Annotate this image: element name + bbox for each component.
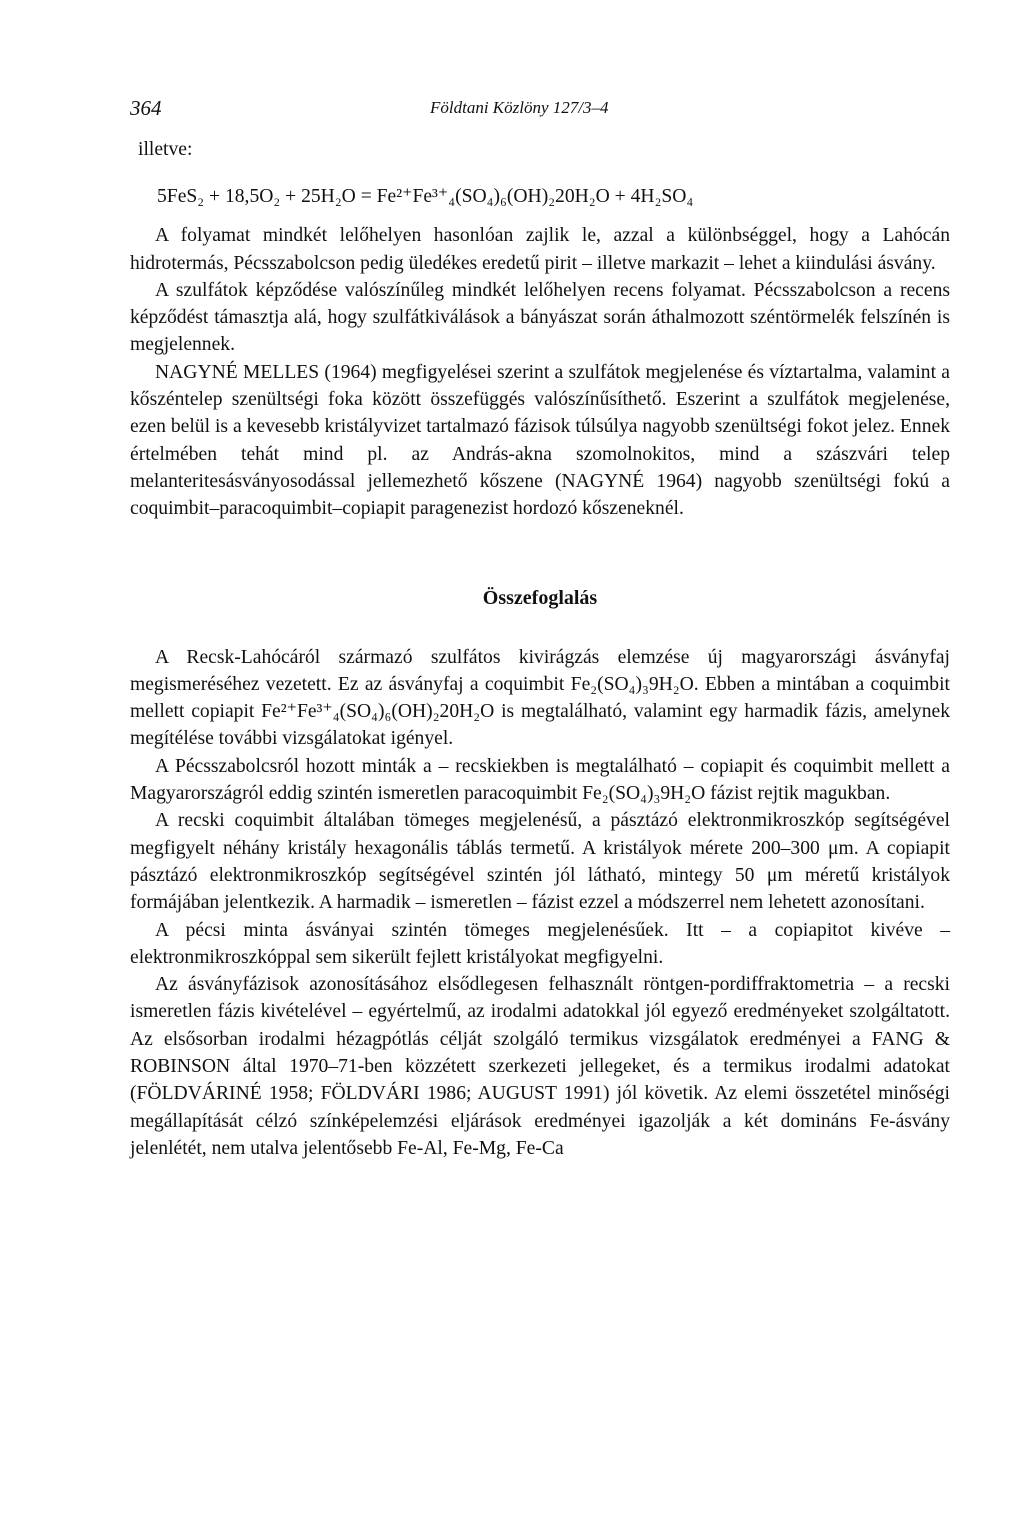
paragraph-xrd-thermal: Az ásványfázisok azonosításához elsődlegesen felhasznált röntgen-pordiffraktometria – a recski ismeretlen fázis kivételével – egyértelmű, az irodalmi adatokkal jól egyező eredményeket szolgáltatott. Az elsősorban irodalmi hézagpótlás célját szolgáló termikus vizsgálatok eredményei a FANG & ROBINSON által 1970–71-ben közzétett szerkezeti jellegeket, és a termikus irodalmi adatokat (FÖLDVÁRINÉ 1958; FÖLDVÁRI 1986; AUGUST 1991) jól követik. Az elemi összetétel minőségi megállapítását célzó színképelemzési eljárások eredményei igazolják a két domináns Fe-ásvány jelenlétét, nem utalva jelentősebb Fe-Al, Fe-Mg, Fe-Ca xyxy=(130,974,950,1159)
paragraph-process: A folyamat mindkét lelőhelyen hasonlóan zajlik le, azzal a különbséggel, hogy a Lahócán hidrotermás, Pécsszabolcson pedig üledékes eredetű pirit – illetve markazit – lehet a kiindulási ásvány. xyxy=(130,225,950,274)
illetve-label: illetve: xyxy=(138,139,193,160)
section-title-summary: Összefoglalás xyxy=(482,586,598,609)
paragraph-coquimbit-sem: A recski coquimbit általában tömeges megjelenésű, a pásztázó elektronmikroszkóp segítségével megfigyelt néhány kristály hexagonális táblás termetű. A kristályok mérete 200–300 μm. A copiapit pásztázó elektronmikroszkóp segítségével szintén jól látható, mintegy 50 μm méretű kristályok formájában jelentkezik. A harmadik – ismeretlen – fázist ezzel a módszerrel nem lehetett azonosítani. xyxy=(130,810,950,914)
paragraph-sulfate-formation: A szulfátok képződése valószínűleg mindkét lelőhelyen recens folyamat. Pécsszabolcson a recens képződést támasztja alá, hogy szulfátkiválások a bányászat során áthalmozott széntörmelék felszínén is megjelennek. xyxy=(130,279,950,356)
paragraph-recsk: A Recsk-Lahócáról származó szulfátos kivirágzás elemzése új magyarországi ásványfaj megismeréséhez vezetett. Ez az ásványfaj a coquimbit Fe₂(SO₄)₃9H₂O. Ebben a mintában a coquimbit mellett copiapit Fe²⁺Fe³⁺₄(SO₄)₆(OH)₂20H₂O is megtalálható, valamint egy harmadik fázis, amelynek megítélése további vizsgálatokat igényel. xyxy=(130,646,950,750)
running-title: Földtani Közlöny 127/3–4 xyxy=(430,98,609,117)
paragraph-nagyne-melles: NAGYNÉ MELLES (1964) megfigyelései szerint a szulfátok megjelenése és víztartalma, valamint a kőszéntelep szenültségi foka között összefüggés valószínűsíthető. Eszerint a szulfátok megjelenése, ezen belül is a kevesebb kristályvizet tartalmazó fázisok túlsúlya nagyobb szenültségi fokot jelez. Ennek értelmében tehát mind pl. az András-akna szomolnokitos, mind a szászvári telep melanteritesásványosodással jellemezhető kőszene (NAGYNÉ 1964) nagyobb szenültségi fokú a coquimbit–paracoquimbit–copiapit paragenezist hordozó kőszeneknél. xyxy=(130,361,950,520)
page-header xyxy=(130,96,950,136)
paragraph-pecs-sample: A pécsi minta ásványai szintén tömeges megjelenésűek. Itt – a copiapitot kivéve – elektronmikroszkóppal sem sikerült fejlett kristályokat megfigyelni. xyxy=(130,919,950,968)
chemical-equation: 5FeS₂ + 18,5O₂ + 25H₂O = Fe²⁺Fe³⁺₄(SO₄)₆(OH)₂20H₂O + 4H₂SO₄ xyxy=(157,186,694,208)
journal-page xyxy=(130,96,950,1162)
paragraph-pecsszabolcs: A Pécsszabolcsról hozott minták a – recskiekben is megtalálható – copiapit és coquimbit mellett a Magyarországról eddig szintén ismeretlen paracoquimbit Fe₂(SO₄)₃9H₂O fázist rejtik magukban. xyxy=(130,755,950,805)
page-number: 364 xyxy=(130,96,162,120)
